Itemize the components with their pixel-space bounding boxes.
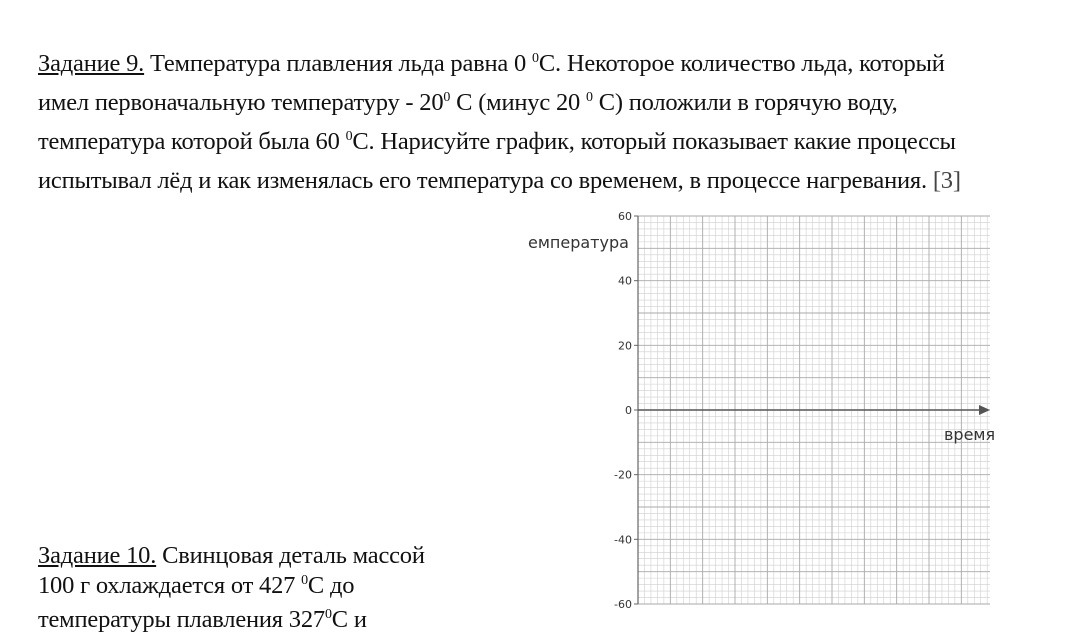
task-10-line-1: Задание 10. Свинцовая деталь массой [38,542,425,569]
y-tick-label: 0 [625,404,632,417]
task-9-line-4: испытывал лёд и как изменялась его температура со временем, в процессе нагревания. [3] [38,167,961,194]
y-tick-label: -20 [614,468,632,482]
task-10 [38,541,508,639]
task-10-label: Задание 10. [38,542,157,569]
task-9 [38,46,1048,198]
temperature-time-graph [520,200,1010,615]
y-tick-label: 20 [618,339,632,353]
task-9-line-3: температура которой была 60 $^0$С. Нарисуйте график, который показывает какие процессы [38,128,956,155]
task-9-line-2: имел первоначальную температуру - $20^0$ С (минус 20 $^0$ С) положили в горячую воду, [38,89,898,116]
y-tick-label: -60 [614,598,632,611]
x-axis-arrow [979,405,990,415]
y-tick-label: -40 [614,533,632,547]
y-axis-label: емпература [528,233,629,252]
y-tick-label: 60 [618,210,632,223]
task-9-label: Задание 9. [38,50,145,77]
points-badge: [3] [932,167,961,194]
task-10-line-3: температуры плавления $327^0С$ и [38,606,367,633]
y-ticks [614,210,638,611]
y-tick-label: 40 [618,274,632,288]
task-9-line-1: Задание 9. Температура плавления льда равна 0 $^0$С. Некоторое количество льда, который [38,50,945,77]
task-10-line-2: 100 г охлаждается от 427 $^0$С до [38,572,355,599]
x-axis-label: время [944,425,996,444]
